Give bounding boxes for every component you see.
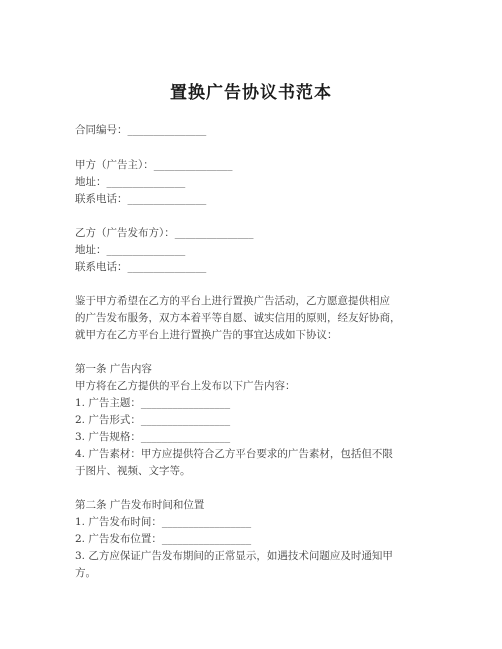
contract-number: 合同编号：_______________	[75, 124, 207, 136]
article-2-item: 1. 广告发布时间：_________________	[75, 516, 252, 528]
article-2-item: 3. 乙方应保证广告发布期间的正常显示，如遇技术问题应及时通知甲	[75, 550, 393, 562]
article-1-item: 3. 广告规格：_________________	[75, 431, 231, 443]
preamble-line: 的广告发布服务，双方本着平等自愿、诚实信用的原则，经友好协商，	[75, 312, 401, 324]
article-2-item: 方。	[75, 567, 96, 579]
party-b-heading: 乙方（广告发布方）：_______________	[75, 227, 254, 239]
article-1-item: 于图片、视频、文字等。	[75, 465, 191, 477]
article-1-intro: 甲方将在乙方提供的平台上发布以下广告内容：	[75, 380, 296, 392]
party-a-address: 地址：_______________	[75, 176, 186, 188]
article-1-item: 2. 广告形式：_________________	[75, 414, 231, 426]
article-2-heading: 第二条 广告发布时间和位置	[75, 499, 205, 511]
preamble-line: 就甲方在乙方平台上进行置换广告的事宜达成如下协议：	[75, 329, 338, 341]
party-b-address: 地址：_______________	[75, 244, 186, 256]
preamble-line: 鉴于甲方希望在乙方的平台上进行置换广告活动，乙方愿意提供相应	[75, 295, 390, 307]
article-1-item: 4. 广告素材：甲方应提供符合乙方平台要求的广告素材，包括但不限	[75, 448, 393, 460]
party-b-phone: 联系电话：_______________	[75, 261, 207, 273]
article-2-item: 2. 广告发布位置：_________________	[75, 533, 252, 545]
party-a-heading: 甲方（广告主）：_______________	[75, 159, 233, 171]
article-1-heading: 第一条 广告内容	[75, 363, 152, 375]
document-title: 置换广告协议书范本	[170, 83, 332, 103]
party-a-phone: 联系电话：_______________	[75, 193, 207, 205]
article-1-item: 1. 广告主题：_________________	[75, 397, 231, 409]
